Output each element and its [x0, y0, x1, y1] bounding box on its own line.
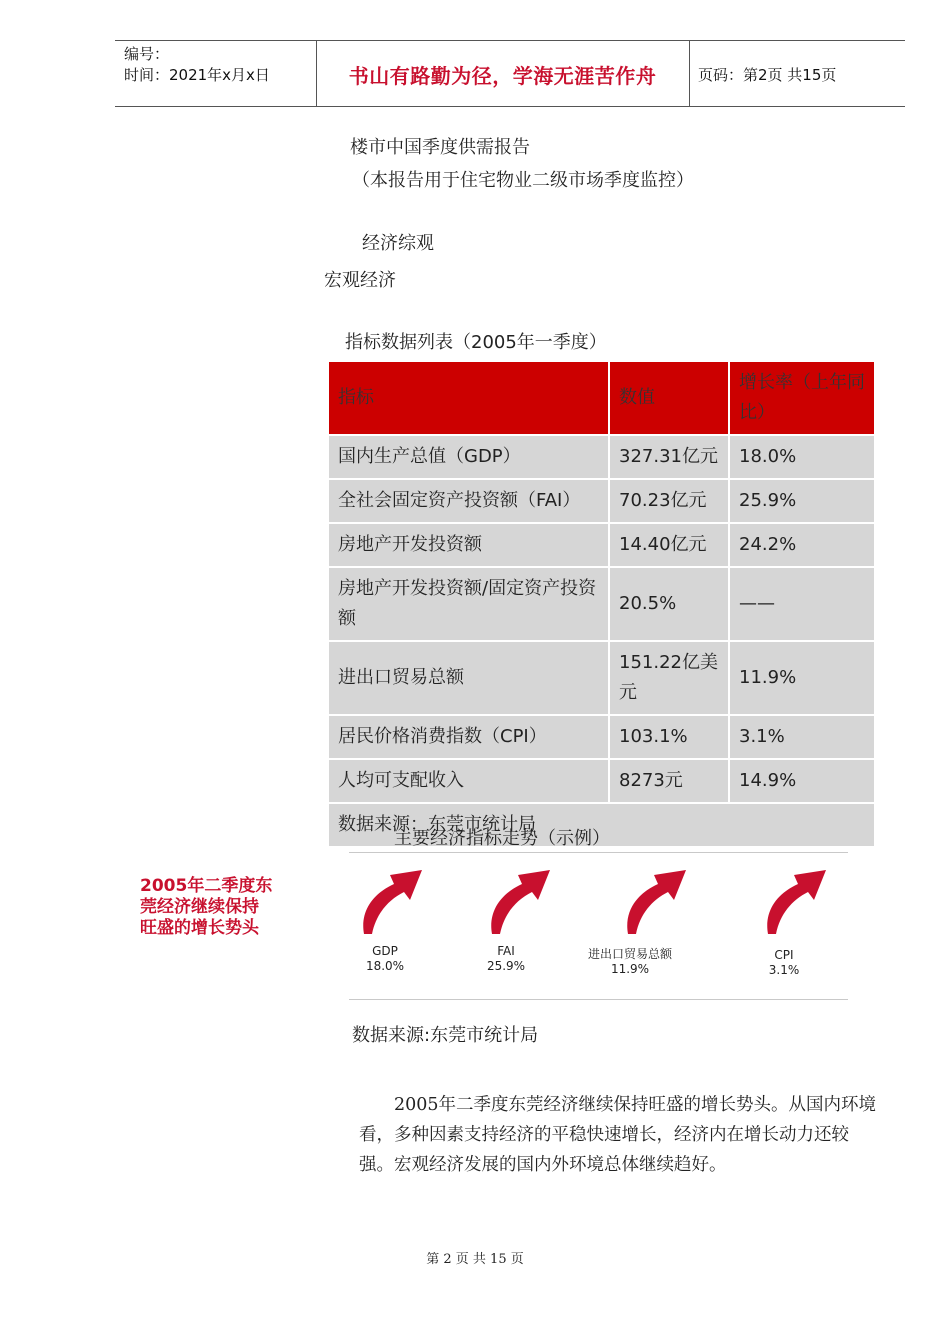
report-title: 楼市中国季度供需报告	[350, 137, 530, 158]
chart-top-rule	[349, 852, 848, 853]
table-cell: 进出口贸易总额	[328, 641, 609, 715]
header-cell: 数值	[609, 361, 729, 435]
time-label: 时间：2021年x月x日	[124, 66, 270, 84]
table-cell: 3.1%	[729, 715, 875, 759]
page-footer: 第 2 页 共 15 页	[426, 1252, 524, 1267]
chart-item-name: GDP	[372, 944, 398, 958]
up-arrow-icon	[762, 860, 832, 940]
table-cell: 327.31亿元	[609, 435, 729, 479]
table-cell: 8273元	[609, 759, 729, 803]
table-cell: 103.1%	[609, 715, 729, 759]
header-cell: 指标	[328, 361, 609, 435]
table-cell: 20.5%	[609, 567, 729, 641]
chart-item-value: 18.0%	[365, 959, 405, 973]
up-arrow-icon	[358, 860, 428, 940]
chart-item-value: 3.1%	[768, 963, 800, 977]
side-note	[140, 876, 272, 939]
body-paragraph: 2005年二季度东莞经济继续保持旺盛的增长势头。从国内环境看，多种因素支持经济的平稳快速增长，经济内在增长动力还较强。宏观经济发展的国内外环境总体继续趋好。	[359, 1095, 877, 1175]
table-title: 指标数据列表（2005年一季度）	[345, 332, 607, 353]
report-subtitle: （本报告用于住宅物业二级市场季度监控）	[352, 170, 694, 191]
table-cell: 70.23亿元	[609, 479, 729, 523]
header-divider	[689, 40, 690, 107]
indicator-table	[327, 360, 876, 848]
table-row	[328, 759, 875, 803]
chart-item-label	[754, 948, 814, 978]
table-cell: 14.9%	[729, 759, 875, 803]
table-row	[328, 567, 875, 641]
header-bottom-rule	[115, 106, 905, 107]
table-cell: 151.22亿美元	[609, 641, 729, 715]
table-cell: 全社会固定资产投资额（FAI）	[328, 479, 609, 523]
table-row	[328, 435, 875, 479]
chart-bottom-rule	[349, 999, 848, 1000]
table-source: 数据来源：东莞市统计局	[328, 803, 875, 847]
number-label: 编号：	[124, 45, 170, 63]
table-cell: 房地产开发投资额	[328, 523, 609, 567]
chart-item-label	[476, 944, 536, 974]
side-note-line: 莞经济继续保持	[140, 897, 259, 917]
chart-item-label	[355, 944, 415, 974]
table-row	[328, 523, 875, 567]
header-meta	[124, 44, 270, 86]
section-heading: 经济综观	[362, 233, 434, 254]
side-note-line: 旺盛的增长势头	[140, 918, 259, 938]
side-note-line: 2005年二季度东	[140, 876, 273, 896]
chart-title: 主要经济指标走势（示例）	[394, 828, 610, 849]
table-cell: 人均可支配收入	[328, 759, 609, 803]
header-cell: 增长率（上年同比）	[729, 361, 875, 435]
chart-item-value: 11.9%	[610, 962, 650, 976]
chart-item-name: CPI	[774, 948, 794, 962]
table-cell: 14.40亿元	[609, 523, 729, 567]
table-cell: 国内生产总值（GDP）	[328, 435, 609, 479]
header-motto: 书山有路勤为径，学海无涯苦作舟	[348, 64, 657, 88]
chart-item-value: 25.9%	[486, 959, 526, 973]
table-row	[328, 641, 875, 715]
chart-item-label	[580, 947, 680, 977]
table-row	[328, 715, 875, 759]
up-arrow-icon	[486, 860, 556, 940]
table-header-row	[328, 361, 875, 435]
table-cell: 24.2%	[729, 523, 875, 567]
table-cell: 25.9%	[729, 479, 875, 523]
table-cell: ——	[729, 567, 875, 641]
table-cell: 11.9%	[729, 641, 875, 715]
up-arrow-icon	[622, 860, 692, 940]
header-top-rule	[115, 40, 905, 41]
subsection-heading: 宏观经济	[324, 270, 396, 291]
chart-item-name: FAI	[497, 944, 515, 958]
table-cell: 居民价格消费指数（CPI）	[328, 715, 609, 759]
table-row	[328, 479, 875, 523]
chart-item-name: 进出口贸易总额	[587, 947, 672, 961]
table-cell: 房地产开发投资额/固定资产投资额	[328, 567, 609, 641]
chart-source: 数据来源:东莞市统计局	[352, 1025, 539, 1046]
table-cell: 18.0%	[729, 435, 875, 479]
header-page-number: 页码：第2页 共15页	[698, 66, 837, 84]
